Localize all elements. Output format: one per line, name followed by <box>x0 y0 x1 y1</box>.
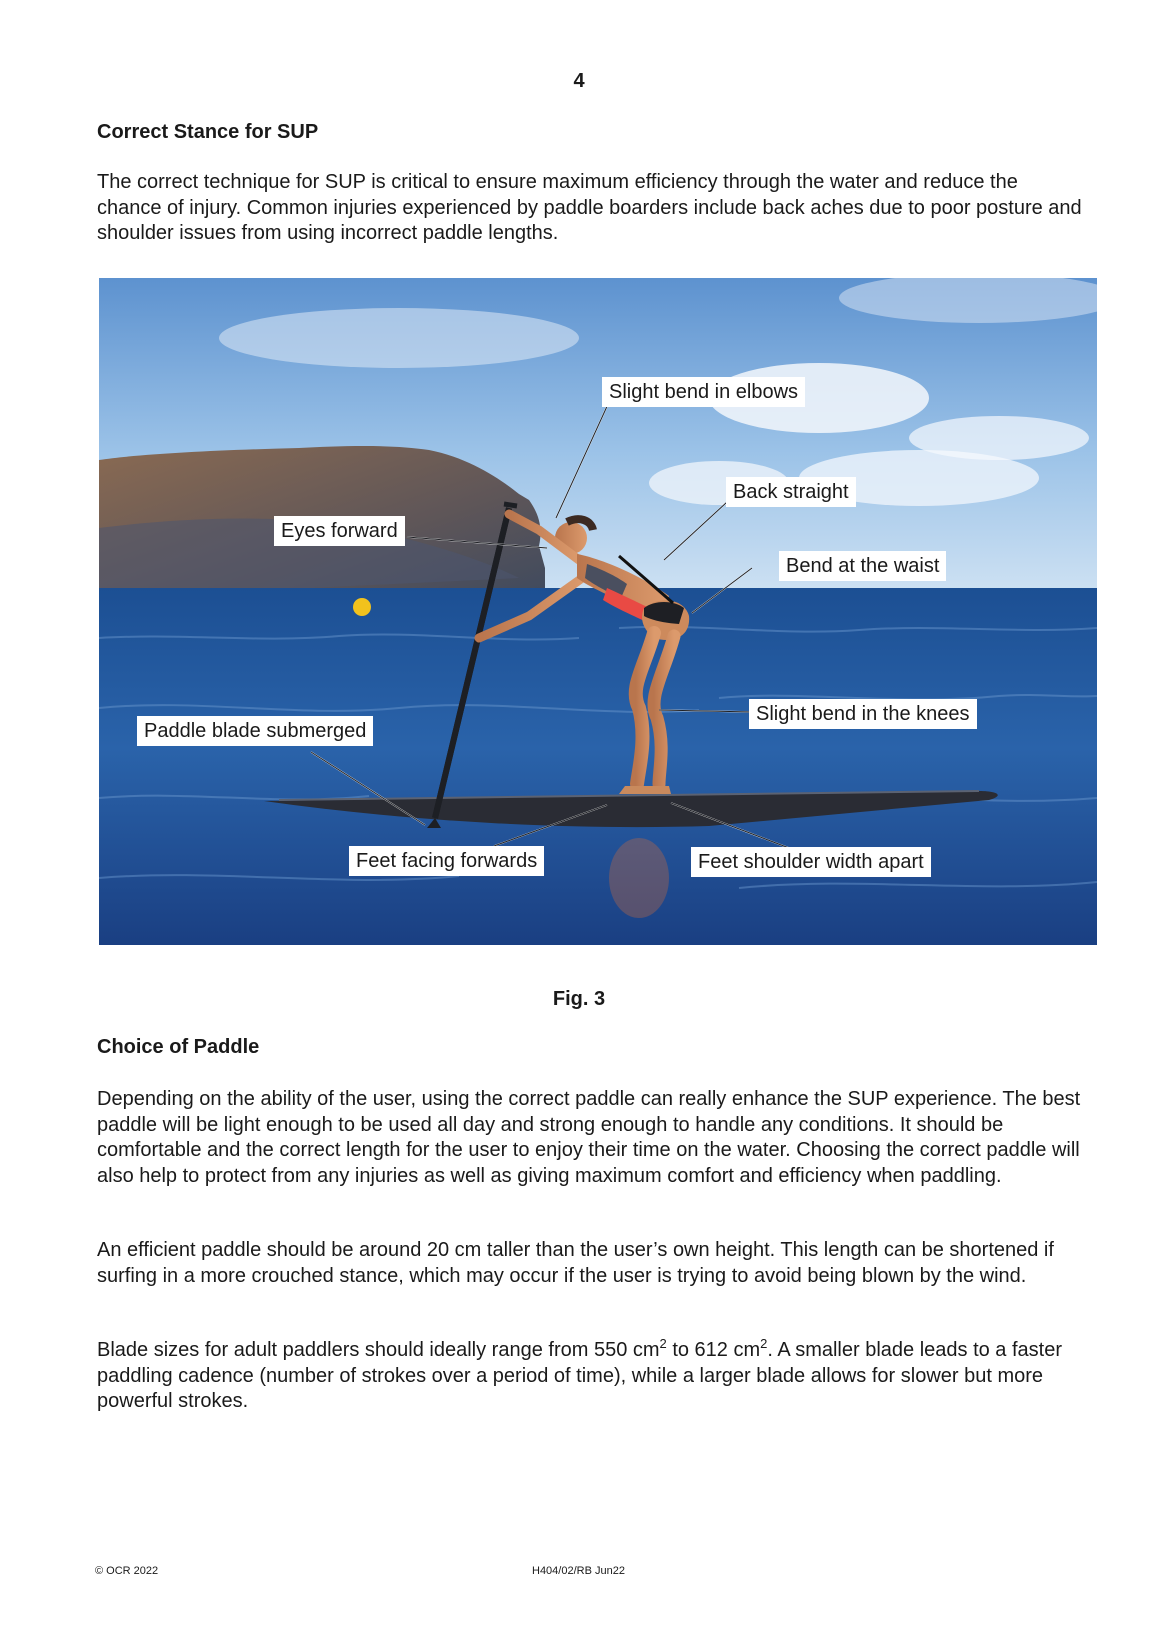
paddle-paragraph-2: An efficient paddle should be around 20 cm taller than the user’s own height. This length can be shortened if surfing in a more crouched stance, which may occur if the user is trying to avoid being blown by the wind. <box>97 1239 1054 1287</box>
callout-slight-bend-knees: Slight bend in the knees <box>749 699 977 729</box>
stance-paragraph: The correct technique for SUP is critical to ensure maximum efficiency through the water and reduce the chance of injury. Common injuries experienced by paddle boarders include back aches due to poor posture and shoulder issues from using incorrect paddle lengths. <box>97 171 1082 244</box>
superscript-squared-1: 2 <box>659 1336 667 1351</box>
callout-feet-facing-forwards: Feet facing forwards <box>349 846 544 876</box>
callout-slight-bend-elbows: Slight bend in elbows <box>602 377 805 407</box>
page-number: 4 <box>573 70 585 92</box>
callout-paddle-blade-submerged: Paddle blade submerged <box>137 716 373 746</box>
sup-photo-illustration <box>99 278 1097 945</box>
callout-eyes-forward: Eyes forward <box>274 516 405 546</box>
callout-feet-shoulder-width: Feet shoulder width apart <box>691 847 931 877</box>
sup-photo-figure <box>99 278 1097 945</box>
footer-paper-code: H404/02/RB Jun22 <box>532 1565 625 1577</box>
paddle-paragraph-3 <box>97 1338 1082 1415</box>
section-heading-stance: Correct Stance for SUP <box>97 121 319 143</box>
paddle-paragraph-1: Depending on the ability of the user, using the correct paddle can really enhance the SUP experience. The best paddle will be light enough to be used all day and strong enough to handle any conditions. It should be comfortable and the correct length for the user to enjoy their time on the water. Choosing the correct paddle will also help to protect from any injuries as well as giving maximum comfort and efficiency when paddling. <box>97 1088 1081 1187</box>
section-heading-paddle: Choice of Paddle <box>97 1036 260 1058</box>
figure-caption: Fig. 3 <box>552 988 606 1010</box>
callout-back-straight: Back straight <box>726 477 856 507</box>
callout-bend-at-waist: Bend at the waist <box>779 551 946 581</box>
blade-size-text-1: Blade sizes for adult paddlers should ideally range from 550 cm <box>97 1339 660 1361</box>
blade-size-text-3: . A smaller blade leads to a faster paddling cadence (number of strokes over a period of time), while a larger blade allows for slower but more powerful strokes. <box>97 1339 1062 1412</box>
superscript-squared-2: 2 <box>760 1336 768 1351</box>
footer-copyright: © OCR 2022 <box>95 1565 159 1577</box>
blade-size-text-2: to 612 cm <box>666 1339 761 1361</box>
